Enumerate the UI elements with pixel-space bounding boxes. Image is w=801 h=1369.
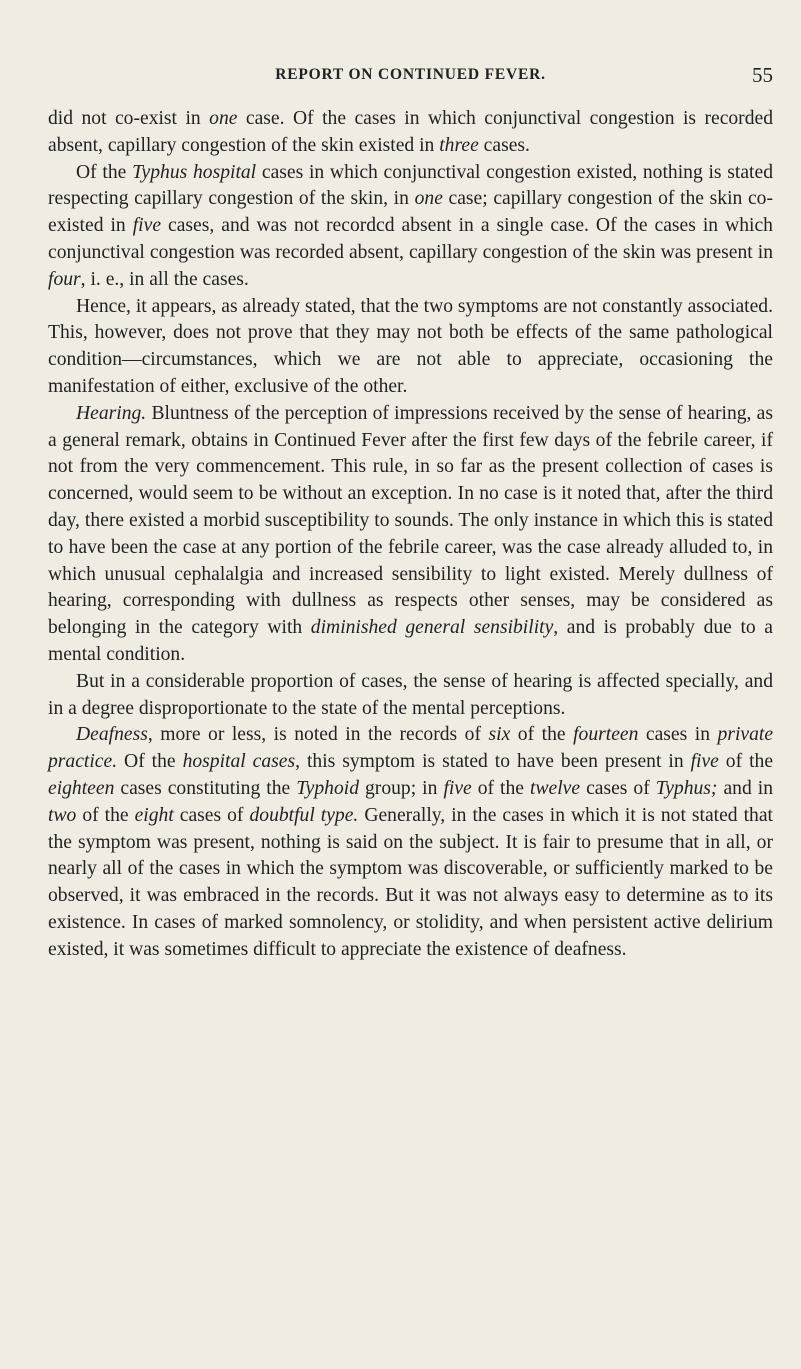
text-run: group; in	[359, 777, 444, 799]
italic-run: five	[443, 777, 472, 799]
text-run: of the	[718, 751, 774, 773]
text-run: of the	[76, 804, 135, 826]
text-run: , more or less, is noted in the records of	[147, 724, 489, 746]
page-header	[48, 58, 773, 92]
text-run: Generally, in the cases in which it is not stated that the symptom was present, nothing is said on the subject. It is fair to presume that in all, or nearly all of the cases in which the symptom was discoverable, or sufficiently marked to be observed, it was embraced in the records. But it was not always easy to determine as to its existence. In cases of marked somnolency, or stolidity, and when persistent active delirium existed, it was sometimes difficult to appreciate the existence of deafness.	[48, 804, 773, 960]
italic-run: Typhoid	[296, 777, 359, 799]
text-run: cases constituting the	[114, 777, 297, 799]
italic-run: hospital cases	[182, 751, 296, 773]
text-run: case; capillary congestion of the skin co-existed in	[48, 188, 773, 237]
text-run: , this symptom is stated to have been present in	[295, 751, 691, 773]
italic-run: three	[439, 134, 479, 156]
italic-run: private practice.	[48, 724, 774, 773]
text-run: and in	[717, 777, 774, 799]
italic-run: Deafness	[76, 724, 148, 746]
text-run: Hence, it appears, as already stated, that the two symptoms are not constantly associated. This, however, does not prove that they may not both be effects of the same pathological condition—circumstances, which we are not able to appreciate, occasioning the manifestation of either, exclusive of the other.	[48, 295, 773, 397]
paragraph	[48, 106, 773, 160]
text-run: cases.	[478, 134, 530, 156]
text-run: cases of	[580, 777, 656, 799]
page-number: 55	[752, 63, 773, 87]
italic-run: one	[209, 108, 238, 129]
text-run: Of the	[76, 161, 133, 183]
italic-run: twelve	[530, 777, 581, 799]
text-run: Of the	[117, 751, 183, 773]
italic-run: Typhus hospital	[132, 161, 257, 183]
italic-run: fourteen	[573, 724, 639, 746]
italic-run: eight	[134, 804, 174, 826]
text-run: , i. e., in all the cases.	[80, 268, 249, 290]
text-run: cases in which conjunctival congestion existed, nothing is stated respecting capillary congestion of the skin, in	[48, 161, 773, 210]
text-run: cases, and was not recordcd absent in a single case. Of the cases in which conjunctival congestion was recorded absent, capillary congestion of the skin was present in	[48, 215, 773, 263]
text-run: cases in	[638, 724, 718, 746]
italic-run: Hearing.	[76, 402, 147, 424]
running-title: REPORT ON CONTINUED FEVER.	[275, 66, 546, 83]
italic-run: two	[48, 804, 77, 826]
italic-run: doubtful type.	[249, 804, 359, 826]
italic-run: five	[690, 751, 719, 773]
text-run: , and is probably due to a mental condition.	[48, 617, 773, 665]
paragraph	[48, 722, 773, 963]
italic-run: eighteen	[48, 777, 115, 799]
italic-run: four	[48, 268, 81, 290]
text-run: of the	[510, 724, 574, 746]
italic-run: five	[132, 215, 162, 237]
italic-run: six	[488, 724, 511, 746]
paragraph	[48, 669, 773, 723]
text-run: Bluntness of the perception of impressions received by the sense of hearing, as a general remark, obtains in Continued Fever after the first few days of the febrile career, if not from the very commencement. This rule, in so far as the present collection of cases is concerned, would seem to be without an exception. In no case is it noted that, after the third day, there existed a morbid susceptibility to sounds. The only instance in which this is stated to have been the case at any portion of the febrile career, was the case already alluded to, in which unusual cephalalgia and increased sensibility to light existed. Merely dullness of hearing, corresponding with dullness as respects other senses, may be considered as belonging in the category with	[48, 402, 773, 639]
text-run: But in a considerable proportion of cases, the sense of hearing is affected specially, and in a degree disproportionate to the state of the mental perceptions.	[48, 670, 773, 719]
text-run: of the	[471, 777, 531, 799]
text-run: did not co-exist in	[48, 108, 210, 129]
italic-run: diminished general sensibility	[310, 617, 554, 639]
paragraph	[48, 294, 773, 401]
paragraph	[48, 401, 773, 669]
text-run: case. Of the cases in which conjunctival congestion is recorded absent, capillary congestion of the skin existed in	[48, 108, 774, 156]
italic-run: one	[414, 188, 443, 210]
text-run: cases of	[173, 804, 250, 826]
body-text	[48, 106, 773, 964]
paragraph	[48, 160, 773, 294]
italic-run: Typhus;	[655, 777, 718, 799]
